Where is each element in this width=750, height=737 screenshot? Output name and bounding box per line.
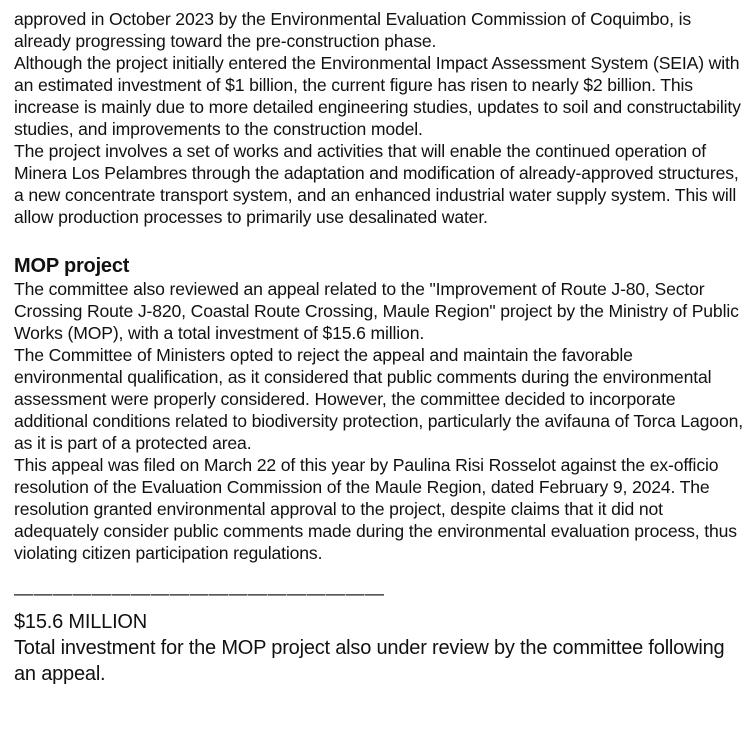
article-body xyxy=(14,8,744,687)
intro-paragraph-3: The project involves a set of works and activities that will enable the continued operation of Minera Los Pelambres through the adaptation and modification of already-approved structures, a new concentrate transport system, and an enhanced industrial water supply system. This will allow production processes to primarily use desalinated water. xyxy=(14,141,739,227)
mop-paragraph-1: The committee also reviewed an appeal related to the "Improvement of Route J-80, Sector Crossing Route J-820, Coastal Route Crossing, Maule Region" project by the Ministry of Public Works (MOP), with a total investment of $15.6 million. xyxy=(14,279,739,343)
section-spacer xyxy=(14,228,744,250)
callout-stat-caption: Total investment for the MOP project also under review by the committee following an appeal. xyxy=(14,637,725,685)
callout-divider: ——————————————————— xyxy=(14,584,385,605)
mop-paragraph-2: The Committee of Ministers opted to reject the appeal and maintain the favorable environmental qualification, as it considered that public comments during the environmental assessment were properly considered. However, the committee decided to incorporate additional conditions related to biodiversity protection, particularly the avifauna of Torca Lagoon, as it is part of a protected area. xyxy=(14,345,743,453)
intro-paragraph-1: approved in October 2023 by the Environmental Evaluation Commission of Coquimbo, is already progressing toward the pre-construction phase. xyxy=(14,9,692,51)
mop-paragraph-3: This appeal was filed on March 22 of this year by Paulina Risi Rosselot against the ex-officio resolution of the Evaluation Commission of the Maule Region, dated February 9, 2024. The resolution granted environmental approval to the project, despite claims that it did not adequately consider public comments made during the environmental evaluation process, thus violating citizen participation regulations. xyxy=(14,455,737,563)
intro-paragraph-2: Although the project initially entered the Environmental Impact Assessment System (SEIA) with an estimated investment of $1 billion, the current figure has risen to nearly $2 billion. This increase is mainly due to more detailed engineering studies, updates to soil and constructability studies, and improvements to the construction model. xyxy=(14,53,741,139)
mop-section-heading: MOP project xyxy=(14,255,130,277)
callout-stat-value: $15.6 MILLION xyxy=(14,611,148,633)
